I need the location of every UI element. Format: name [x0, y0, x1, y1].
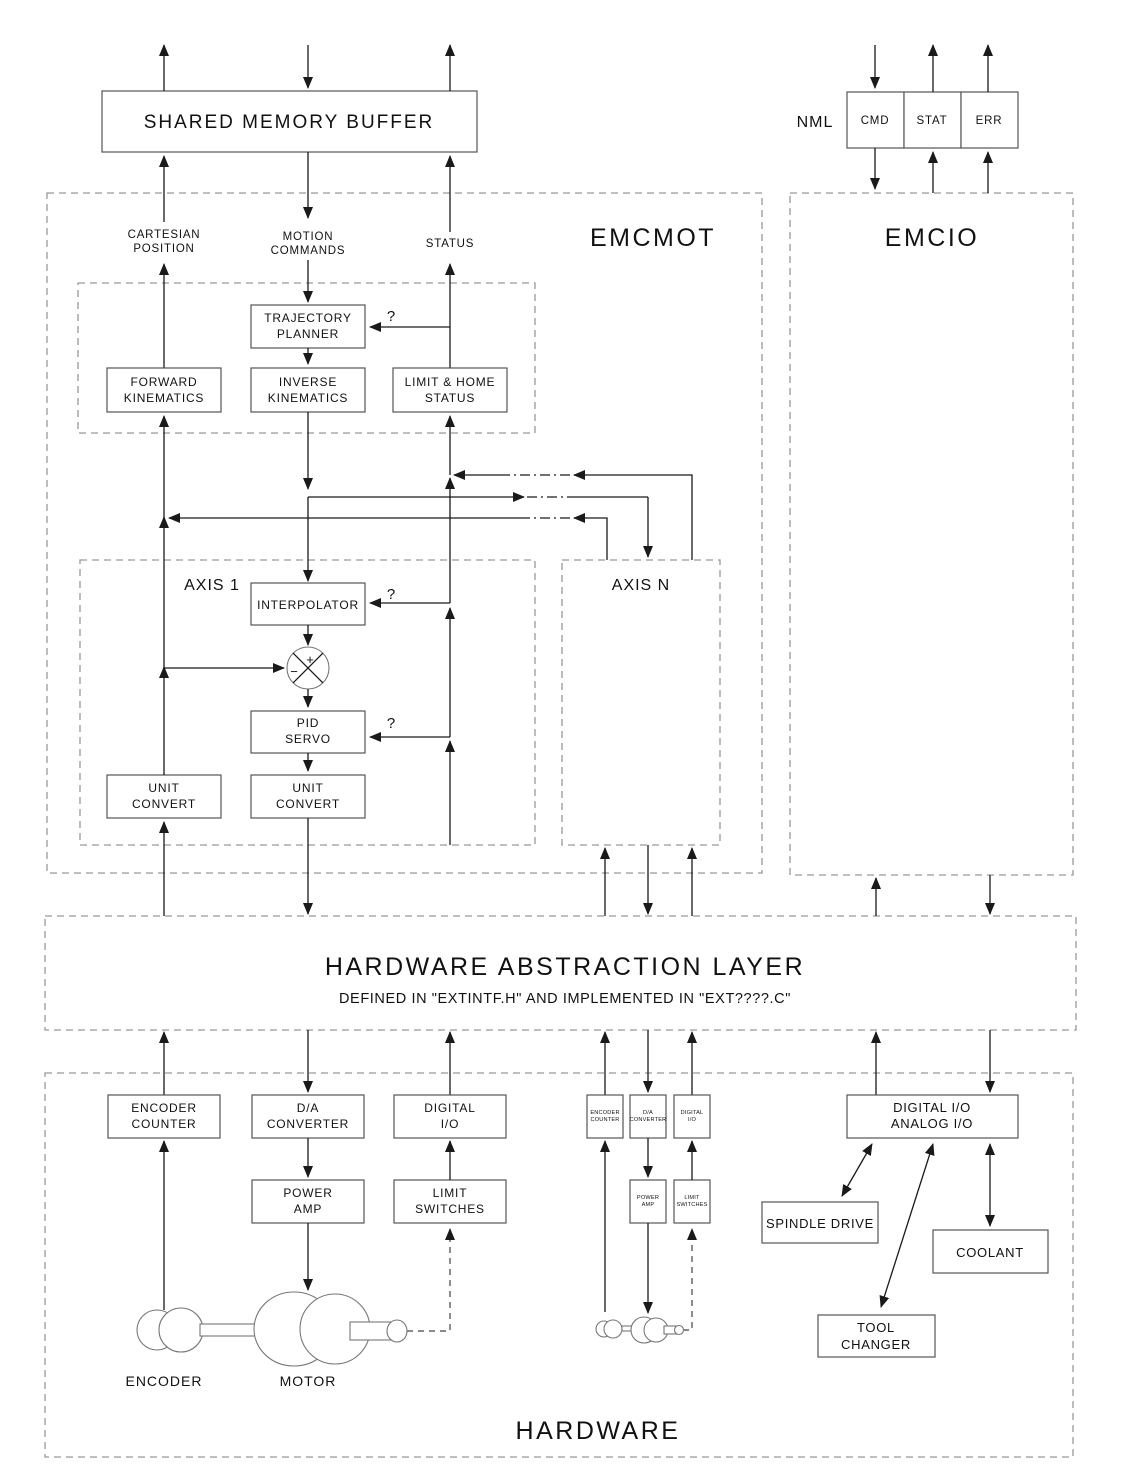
- shared-memory-buffer: [102, 91, 477, 152]
- status-label: STATUS: [425, 238, 475, 250]
- sum-plus-sign: +: [306, 652, 314, 667]
- digital-analog-io-label-2: ANALOG I/O: [890, 1116, 974, 1131]
- spindle-drive-label: SPINDLE DRIVE: [765, 1216, 875, 1231]
- forward-kinematics-label-2: KINEMATICS: [123, 391, 205, 405]
- axis-n-region-border: [562, 560, 720, 845]
- trajectory-question-mark: ?: [386, 308, 396, 325]
- power-amp-label-1: POWER: [283, 1186, 333, 1200]
- hal-title: HARDWARE ABSTRACTION LAYER: [324, 953, 806, 981]
- hardware-axis-n-devices: [587, 1095, 710, 1343]
- emcio-title: EMCIO: [884, 224, 980, 252]
- da-converter-small-label-1: D/A: [643, 1110, 653, 1116]
- sum-minus-sign: −: [290, 664, 298, 679]
- motion-commands-label-2: COMMANDS: [270, 245, 346, 257]
- encoder-counter-small-label-2: COUNTER: [590, 1117, 620, 1123]
- nml-channels: [797, 92, 1018, 148]
- motor-encoder-drawing: [137, 1292, 407, 1366]
- kinematics-section: [107, 305, 507, 412]
- axis-n-label: AXIS N: [611, 577, 671, 594]
- limit-home-status-label-1: LIMIT & HOME: [404, 375, 496, 389]
- emcmot-region-border: [47, 193, 762, 873]
- limit-home-status-label-2: STATUS: [424, 391, 476, 405]
- motion-commands-label-1: MOTION: [282, 231, 334, 243]
- signal-labels: [128, 229, 475, 257]
- limit-switches-label-1: LIMIT: [432, 1186, 468, 1200]
- hal-section: [325, 953, 805, 1007]
- unit-convert-center-label-2: CONVERT: [275, 797, 341, 811]
- inverse-kinematics-label-1: INVERSE: [278, 375, 338, 389]
- motor-encoder-small-drawing: [596, 1317, 684, 1343]
- power-amp-small-label-2: AMP: [641, 1202, 655, 1208]
- hal-subtitle: DEFINED IN "EXTINTF.H" AND IMPLEMENTED IN "EXT????.C": [338, 991, 792, 1007]
- power-amp-small-label-1: POWER: [636, 1195, 660, 1201]
- hardware-io-devices: [762, 1095, 1048, 1357]
- trajectory-planner-label-1: TRAJECTORY: [264, 311, 352, 325]
- nml-stat-label: STAT: [916, 115, 948, 127]
- pid-servo-label-2: SERVO: [285, 732, 331, 746]
- emcio-region-border: [790, 193, 1073, 875]
- power-amp-label-2: AMP: [293, 1202, 323, 1216]
- limit-switches-label-2: SWITCHES: [415, 1202, 485, 1216]
- axis-n-section: [605, 577, 692, 916]
- coolant-label: COOLANT: [956, 1245, 1024, 1260]
- hardware-title: HARDWARE: [515, 1417, 681, 1445]
- hardware-axis1-devices: [108, 1095, 506, 1389]
- motor-label: MOTOR: [279, 1373, 337, 1389]
- digital-io-label-2: I/O: [440, 1117, 460, 1131]
- nml-err-label: ERR: [975, 115, 1003, 127]
- encoder-counter-label-1: ENCODER: [131, 1101, 197, 1115]
- encoder-counter-small-label-1: ENCODER: [590, 1110, 620, 1116]
- trajectory-planner-label-2: PLANNER: [276, 327, 340, 341]
- da-converter-label-2: CONVERTER: [266, 1117, 350, 1131]
- shared-memory-buffer-label: SHARED MEMORY BUFFER: [143, 112, 435, 133]
- unit-convert-center-label-1: UNIT: [292, 781, 324, 795]
- digital-analog-io-label-1: DIGITAL I/O: [893, 1100, 971, 1115]
- digital-io-small-label-2: I/O: [687, 1117, 697, 1123]
- inverse-kinematics-label-2: KINEMATICS: [267, 391, 349, 405]
- limit-switches-small-label-2: SWITCHES: [676, 1202, 708, 1208]
- encoder-label: ENCODER: [125, 1373, 203, 1389]
- axis1-label: AXIS 1: [184, 577, 240, 594]
- nml-cmd-label: CMD: [860, 115, 890, 127]
- nml-label: NML: [796, 114, 834, 131]
- axis-buses: [164, 412, 692, 668]
- encoder-counter-label-2: COUNTER: [131, 1117, 197, 1131]
- forward-kinematics-label-1: FORWARD: [130, 375, 198, 389]
- tool-changer-label-1: TOOL: [857, 1320, 895, 1335]
- hal-hardware-arrows: [164, 875, 990, 1095]
- pid-servo-label-1: PID: [296, 716, 320, 730]
- unit-convert-left-label-1: UNIT: [148, 781, 180, 795]
- interpolator-label: INTERPOLATOR: [257, 598, 359, 612]
- digital-io-small-label-1: DIGITAL: [680, 1110, 704, 1116]
- tool-changer-label-2: CHANGER: [841, 1337, 911, 1352]
- da-converter-label-1: D/A: [296, 1101, 320, 1115]
- cartesian-position-label-1: CARTESIAN: [127, 229, 201, 241]
- digital-io-label-1: DIGITAL: [424, 1101, 476, 1115]
- pid-question-mark: ?: [386, 715, 396, 732]
- cartesian-position-label-2: POSITION: [133, 243, 195, 255]
- emcmot-title: EMCMOT: [589, 224, 717, 252]
- limit-switches-small-label-1: LIMIT: [684, 1195, 700, 1201]
- interpolator-question-mark: ?: [386, 586, 396, 603]
- summing-junction: [287, 647, 329, 689]
- unit-convert-left-label-2: CONVERT: [131, 797, 197, 811]
- da-converter-small-label-2: CONVERTER: [629, 1117, 667, 1123]
